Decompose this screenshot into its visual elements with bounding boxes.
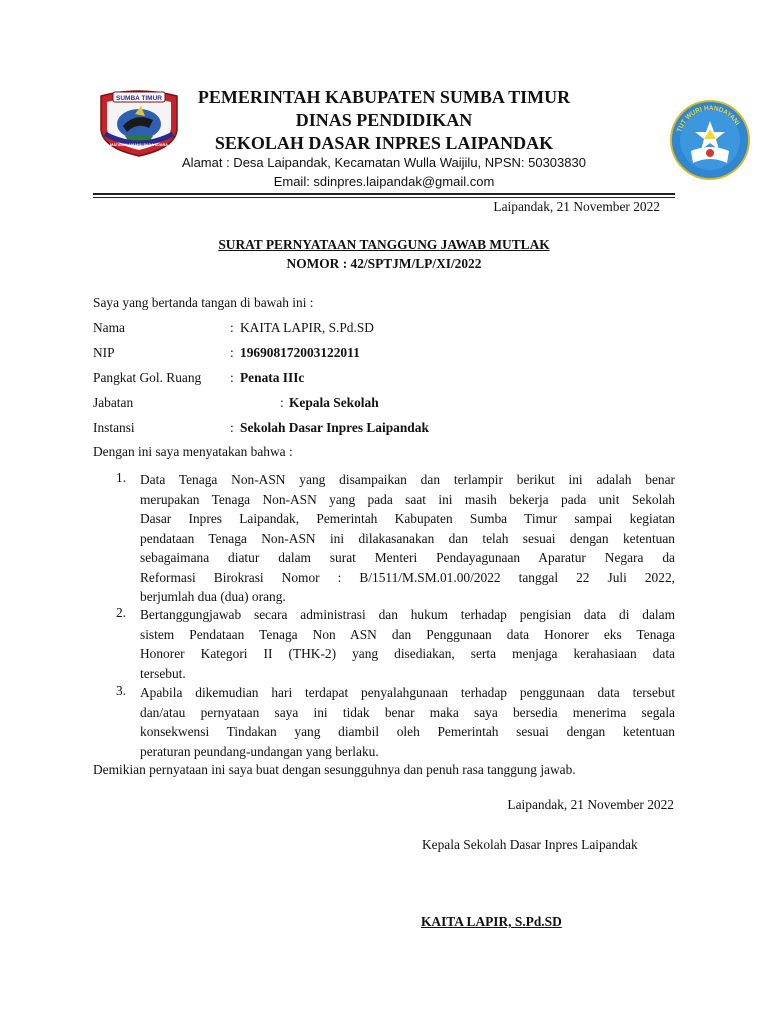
item-1-line: berjumlah dua (dua) orang.: [140, 589, 286, 604]
identity-colon: :: [230, 320, 234, 335]
identity-value-name: KAITA LAPIR, S.Pd.SD: [240, 320, 374, 335]
identity-colon: :: [230, 345, 234, 360]
identity-value-institution: Sekolah Dasar Inpres Laipandak: [240, 420, 429, 435]
item-number: 1.: [116, 470, 127, 485]
signature-name: KAITA LAPIR, S.Pd.SD: [421, 914, 562, 929]
item-1-line: Reformasi Birokrasi Nomor : B/1511/M.SM.01.00/2022 tanggal 22 Juli 2022,: [140, 569, 675, 585]
identity-label-institution: Instansi: [93, 420, 135, 435]
item-1-line: sebagaimana diatur dalam surat Menteri Pendayagunaan Aparatur Negara da: [140, 550, 675, 565]
header-divider-thick: [93, 193, 675, 195]
letter-number: NOMOR : 42/SPTJM/LP/XI/2022: [286, 256, 482, 271]
svg-text:SUMBA TIMUR: SUMBA TIMUR: [116, 95, 162, 102]
header-school: SEKOLAH DASAR INPRES LAIPANDAK: [214, 133, 554, 153]
signature-date: Laipandak, 21 November 2022: [507, 797, 674, 812]
header-government: PEMERINTAH KABUPATEN SUMBA TIMUR: [197, 87, 571, 107]
intro-text: Saya yang bertanda tangan di bawah ini :: [93, 295, 314, 310]
item-3-line: dan/atau pernyataan saya ini tidak benar maka saya bersedia menerima segala: [140, 704, 675, 720]
identity-label-position: Jabatan: [93, 395, 134, 410]
closing-text: Demikian pernyataan ini saya buat dengan sesungguhnya dan penuh rasa tanggung jawab.: [93, 762, 576, 777]
item-2-line: Bertanggungjawab secara administrasi dan hukum terhadap pengisian data di dalam: [140, 607, 675, 622]
header-address: Alamat : Desa Laipandak, Kecamatan Wulla Waijilu, NPSN: 50303830: [182, 155, 586, 170]
header-agency: DINAS PENDIDIKAN: [295, 110, 473, 130]
letter-title: SURAT PERNYATAAN TANGGUNG JAWAB MUTLAK: [218, 237, 550, 252]
identity-value-rank: Penata IIIc: [240, 370, 305, 385]
identity-value-nip: 196908172003122011: [240, 345, 360, 360]
item-1-line: pendataan Tenaga Non-ASN ini dilakasanakan dan telah sesuai dengan ketentuan: [140, 530, 675, 546]
item-2-line: sistem Pendataan Tenaga Non ASN dan Penggunaan data Honorer eks Tenaga: [140, 626, 675, 642]
item-3-line: Apabila dikemudian hari terdapat penyalahgunaan terhadap penggunaan data tersebut: [140, 685, 675, 700]
identity-colon: :: [280, 395, 284, 410]
item-1-line: Data Tenaga Non-ASN yang disampaikan dan terlampir berikut ini adalah benar: [140, 472, 675, 487]
svg-text:TUT WURI HANDAYANI: TUT WURI HANDAYANI: [676, 104, 741, 134]
identity-label-nip: NIP: [93, 345, 115, 360]
letter-date: Laipandak, 21 November 2022: [493, 199, 660, 214]
identity-value-position: Kepala Sekolah: [289, 395, 379, 410]
item-1-line: merupakan Tenaga Non-ASN yang pada saat ini masih bekerja pada unit Sekolah: [140, 491, 675, 507]
svg-text:MATAWAI AMAHU PADA NJARA: MATAWAI AMAHU PADA NJARA: [110, 143, 168, 147]
item-number: 3.: [116, 683, 127, 698]
identity-colon: :: [230, 420, 234, 435]
identity-label-rank: Pangkat Gol. Ruang: [93, 370, 202, 385]
identity-label-name: Nama: [93, 320, 125, 335]
item-3-line: konsekwensi Tindakan yang diambil oleh Pemerintah sesuai dengan ketentuan: [140, 724, 675, 739]
item-1-line: Dasar Inpres Laipandak, Pemerintah Kabupaten Sumba Timur sampai kegiatan: [140, 511, 675, 526]
item-2-line: tersebut.: [140, 665, 186, 681]
header-email: Email: sdinpres.laipandak@gmail.com: [273, 174, 495, 189]
identity-colon: :: [230, 370, 234, 385]
item-number: 2.: [116, 605, 127, 620]
statement-intro: Dengan ini saya menyatakan bahwa :: [93, 444, 293, 459]
item-2-line: Honorer Kategori II (THK-2) yang disediakan, serta menjaga kerahasiaan data: [140, 646, 675, 661]
signature-position: Kepala Sekolah Dasar Inpres Laipandak: [422, 837, 638, 852]
item-3-line: peraturan peundang-undangan yang berlaku.: [140, 743, 379, 759]
header-divider-thin: [93, 197, 675, 198]
